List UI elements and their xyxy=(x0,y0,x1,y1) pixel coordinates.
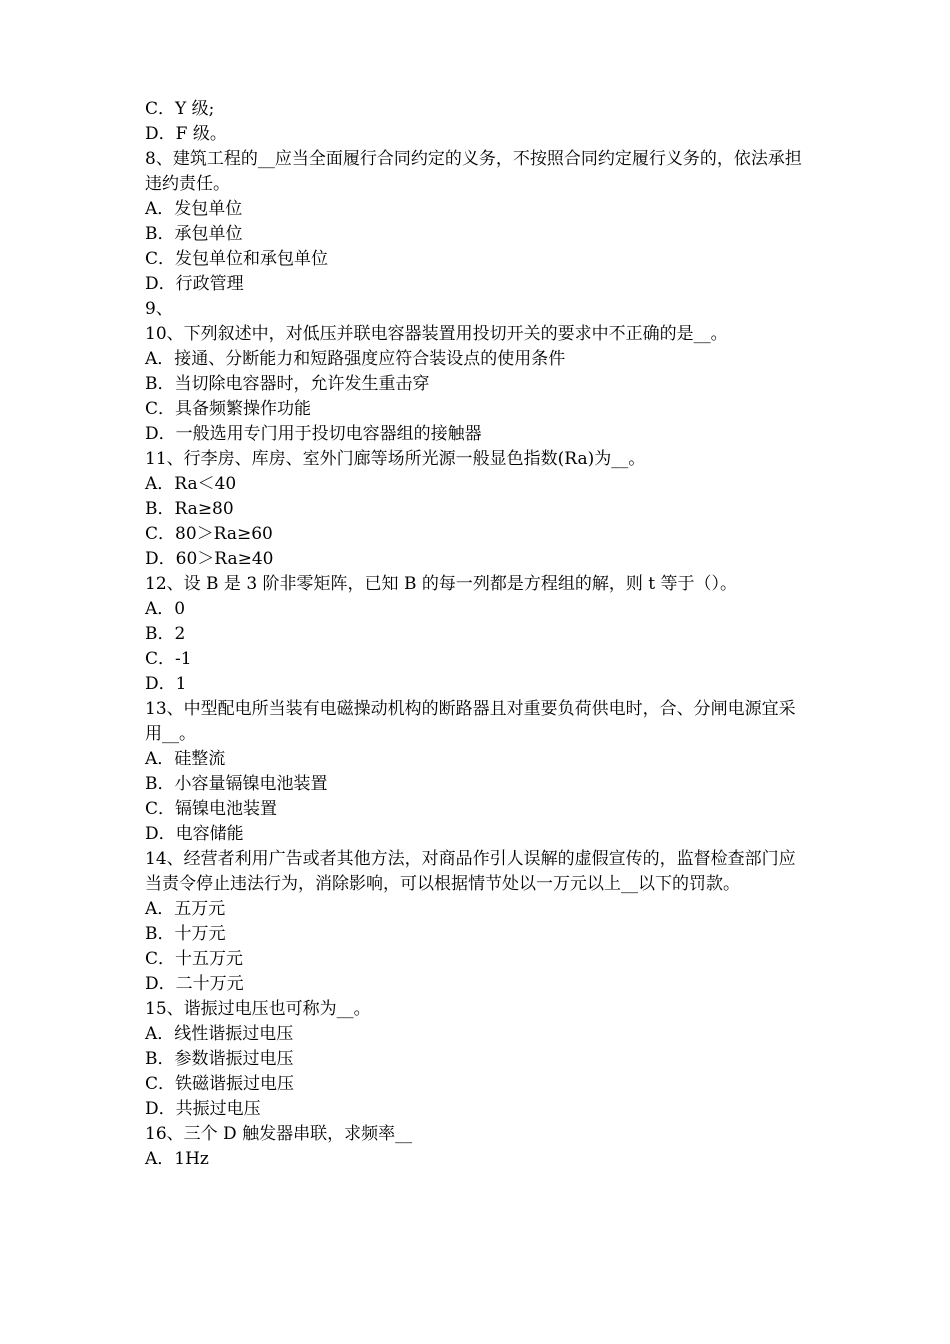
question-14: 14、经营者利用广告或者其他方法，对商品作引人误解的虚假宣传的，监督检查部门应当责令停止违法行为，消除影响，可以根据情节处以一万元以上__以下的罚款。 xyxy=(145,849,796,894)
question-12: 12、设 B 是 3 阶非零矩阵，已知 B 的每一列都是方程组的解，则 t 等于（）。 xyxy=(145,574,737,594)
question-10: 10、下列叙述中，对低压并联电容器装置用投切开关的要求中不正确的是__。 xyxy=(145,324,728,344)
option-c: C．铁磁谐振过电压 xyxy=(145,1074,295,1094)
option-b: B．十万元 xyxy=(145,924,226,944)
option-c: C．80＞Ra≥60 xyxy=(145,524,273,544)
option-a: A．0 xyxy=(145,599,186,619)
option-c: C．-1 xyxy=(145,649,192,669)
option-b: B．当切除电容器时，允许发生重击穿 xyxy=(145,374,430,394)
option-b: B．2 xyxy=(145,624,186,644)
question-13: 13、中型配电所当装有电磁操动机构的断路器且对重要负荷供电时，合、分闸电源宜采用__。 xyxy=(145,699,796,744)
option-d: D．1 xyxy=(145,674,187,694)
option-a: A．线性谐振过电压 xyxy=(145,1024,294,1044)
option-a: A．1Hz xyxy=(145,1149,209,1169)
option-d: D．共振过电压 xyxy=(145,1099,261,1119)
option-b: B．参数谐振过电压 xyxy=(145,1049,294,1069)
option-d: D．二十万元 xyxy=(145,974,244,994)
option-d: D．电容储能 xyxy=(145,824,244,844)
question-8: 8、建筑工程的__应当全面履行合同约定的义务，不按照合同约定履行义务的，依法承担违约责任。 xyxy=(145,149,802,194)
option-c: C．十五万元 xyxy=(145,949,244,969)
option-b: B．承包单位 xyxy=(145,224,243,244)
option-a: A．Ra＜40 xyxy=(145,474,237,494)
question-11: 11、行李房、库房、室外门廊等场所光源一般显色指数(Ra)为__。 xyxy=(145,449,646,469)
option-d: D．60＞Ra≥40 xyxy=(145,549,274,569)
option-a: A．发包单位 xyxy=(145,199,243,219)
question-9: 9、 xyxy=(145,299,173,319)
option-a: A．五万元 xyxy=(145,899,226,919)
question-15: 15、谐振过电压也可称为__。 xyxy=(145,999,371,1019)
option-a: A．硅整流 xyxy=(145,749,226,769)
option-a: A．接通、分断能力和短路强度应符合装设点的使用条件 xyxy=(145,349,566,369)
option-c: C．镉镍电池装置 xyxy=(145,799,278,819)
option-d: D．一般选用专门用于投切电容器组的接触器 xyxy=(145,424,482,444)
option-b: B．小容量镉镍电池装置 xyxy=(145,774,328,794)
option-d: D．F 级。 xyxy=(145,124,227,144)
option-d: D．行政管理 xyxy=(145,274,244,294)
option-c: C．Y 级; xyxy=(145,99,215,119)
option-c: C．发包单位和承包单位 xyxy=(145,249,329,269)
document-page xyxy=(145,97,810,1172)
option-c: C．具备频繁操作功能 xyxy=(145,399,312,419)
option-b: B．Ra≥80 xyxy=(145,499,234,519)
question-16: 16、三个 D 触发器串联，求频率__ xyxy=(145,1124,413,1144)
